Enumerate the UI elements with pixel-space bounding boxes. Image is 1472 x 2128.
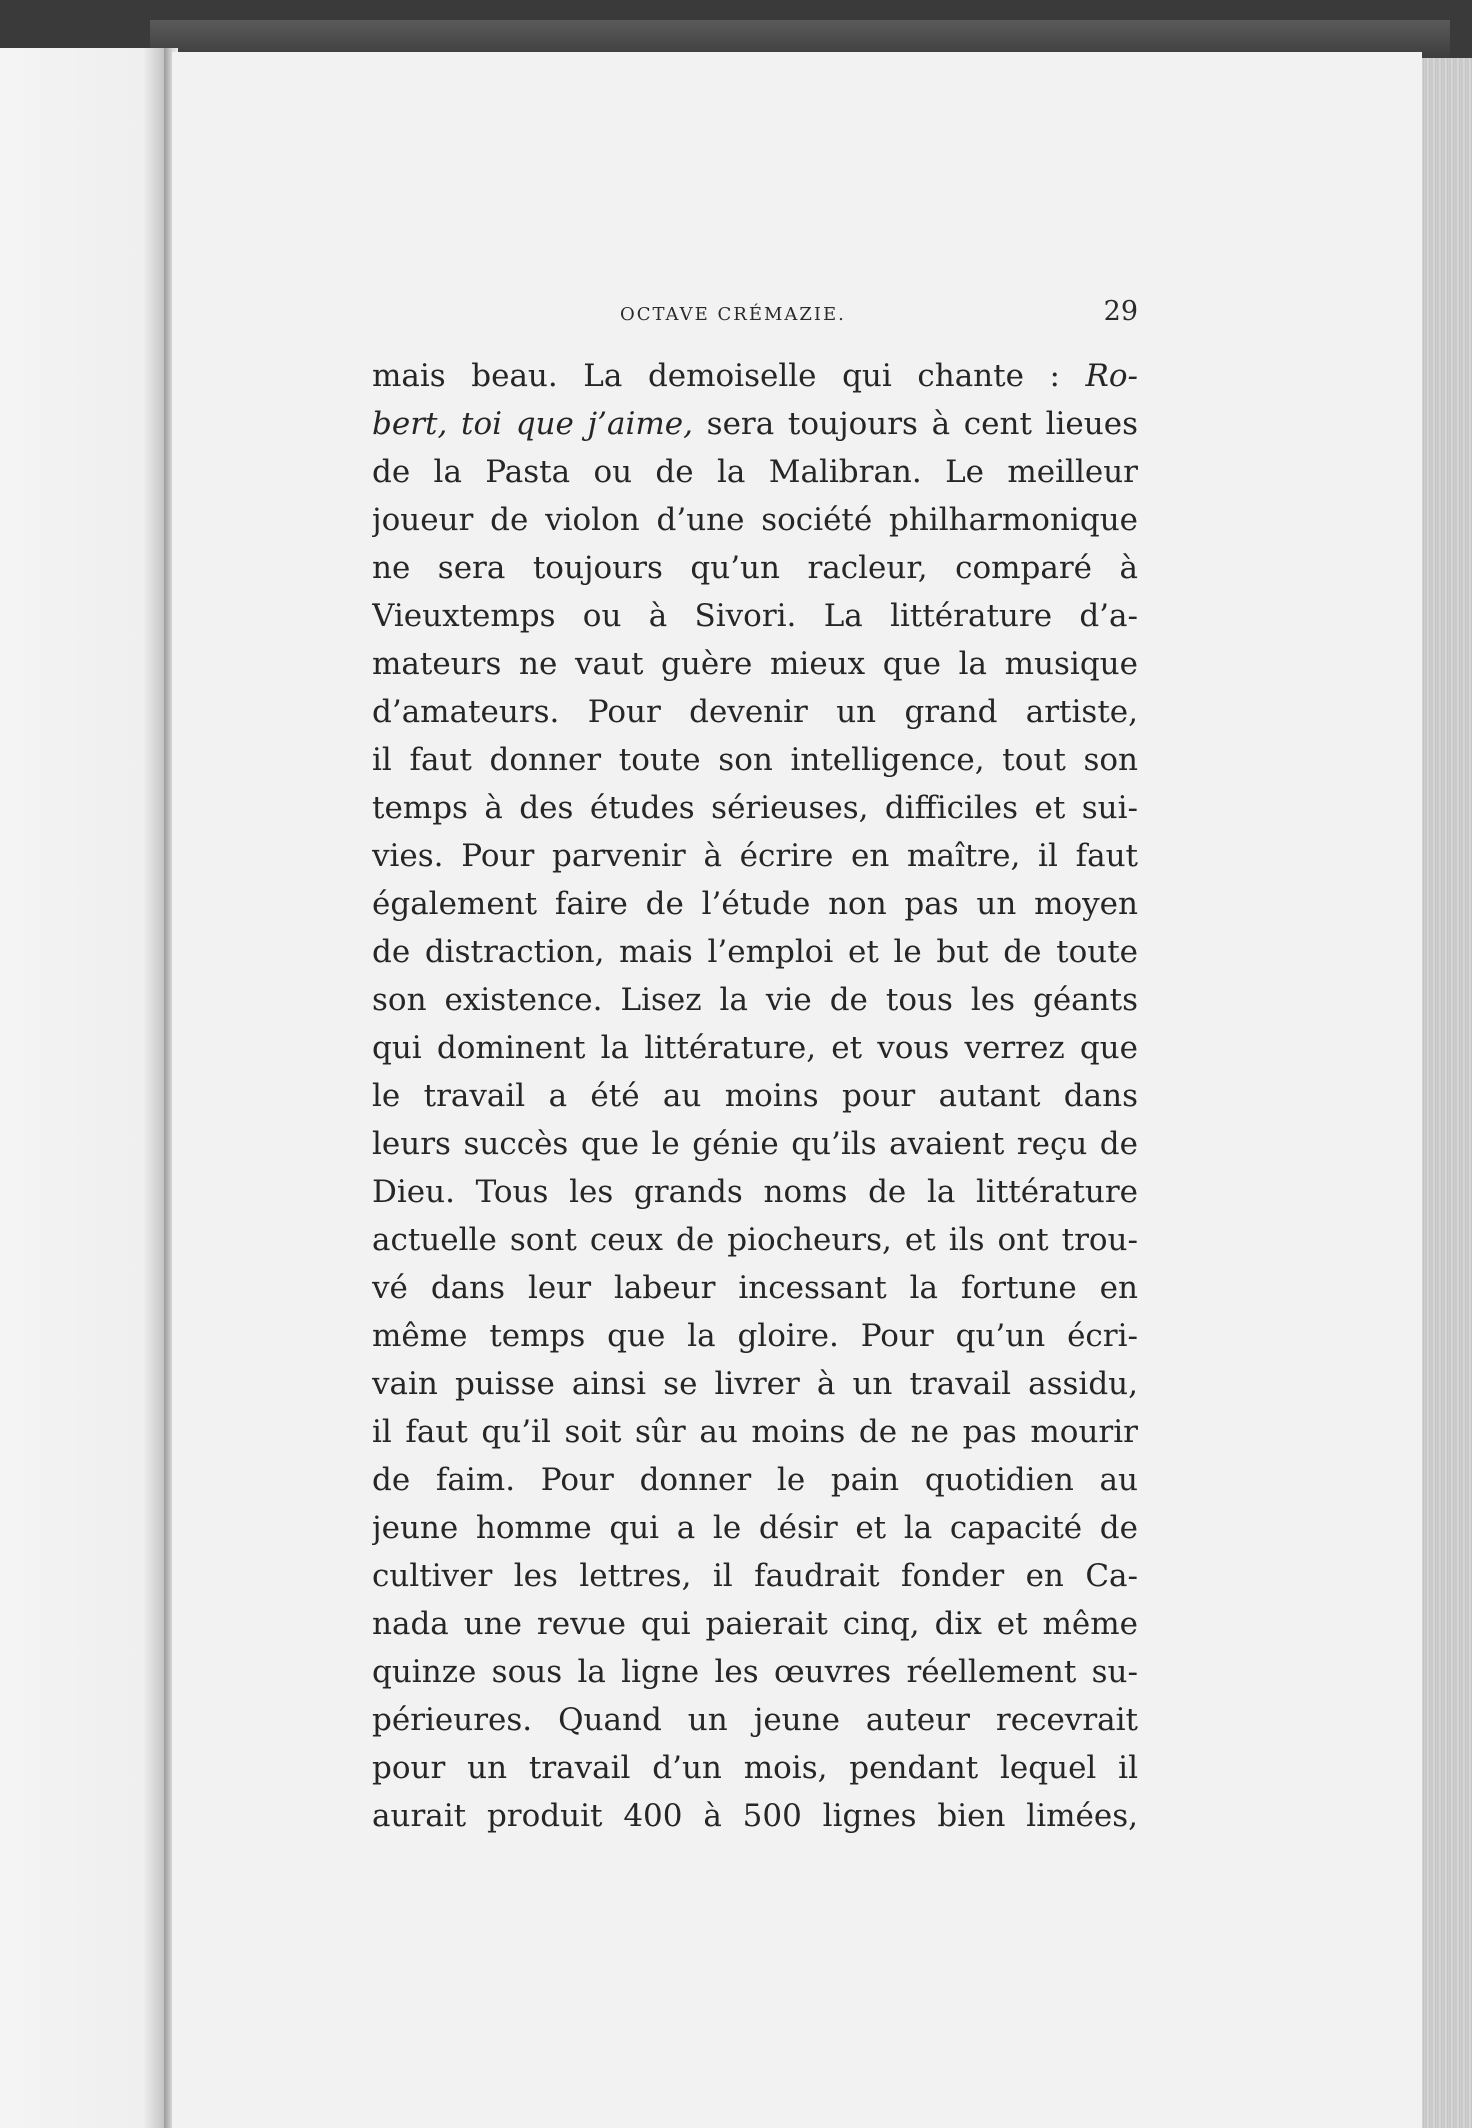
running-head: [372, 296, 1138, 336]
text-line: ne sera toujours qu’un racleur, comparé à: [372, 550, 1138, 586]
text-line: le travail a été au moins pour autant dans: [372, 1078, 1138, 1114]
text-line: cultiver les lettres, il faudrait fonder en Ca-: [372, 1558, 1138, 1594]
text-line: de faim. Pour donner le pain quotidien au: [372, 1462, 1138, 1498]
running-title: OCTAVE CRÉMAZIE.: [620, 304, 846, 325]
italic-span: Ro-: [1085, 358, 1138, 394]
italic-span: bert, toi que j’aime,: [372, 406, 693, 442]
text-line: Dieu. Tous les grands noms de la littérature: [372, 1174, 1138, 1210]
text-line: actuelle sont ceux de piocheurs, et ils ont trou-: [372, 1222, 1138, 1258]
text-line: périeures. Quand un jeune auteur recevrait: [372, 1702, 1138, 1738]
text-span: mais beau. La demoiselle qui chante :: [372, 358, 1086, 394]
text-line: aurait produit 400 à 500 lignes bien limées,: [372, 1798, 1138, 1834]
body-text: [372, 352, 1138, 1840]
text-line: quinze sous la ligne les œuvres réellement su-: [372, 1654, 1138, 1690]
text-line: il faut donner toute son intelligence, tout son: [372, 742, 1138, 778]
text-line: de la Pasta ou de la Malibran. Le meilleur: [372, 454, 1138, 490]
text-line: il faut qu’il soit sûr au moins de ne pas mourir: [372, 1414, 1138, 1450]
text-line: [372, 400, 1138, 448]
left-page-margin: [0, 48, 168, 2128]
page-number: 29: [1103, 296, 1138, 327]
text-line: également faire de l’étude non pas un moyen: [372, 886, 1138, 922]
text-line: qui dominent la littérature, et vous verrez que: [372, 1030, 1138, 1066]
text-line: même temps que la gloire. Pour qu’un écri-: [372, 1318, 1138, 1354]
text-line: temps à des études sérieuses, difficiles et sui-: [372, 790, 1138, 826]
text-line: pour un travail d’un mois, pendant lequel il: [372, 1750, 1138, 1786]
text-line: vain puisse ainsi se livrer à un travail assidu,: [372, 1366, 1138, 1402]
text-line: de distraction, mais l’emploi et le but de toute: [372, 934, 1138, 970]
text-line: joueur de violon d’une société philharmonique: [372, 502, 1138, 538]
text-line: vé dans leur labeur incessant la fortune en: [372, 1270, 1138, 1306]
text-line: mateurs ne vaut guère mieux que la musique: [372, 646, 1138, 682]
text-line: leurs succès que le génie qu’ils avaient reçu de: [372, 1126, 1138, 1162]
page-edges: [1418, 58, 1472, 2128]
text-line: d’amateurs. Pour devenir un grand artiste,: [372, 694, 1138, 730]
text-line: nada une revue qui paierait cinq, dix et même: [372, 1606, 1138, 1642]
text-line: Vieuxtemps ou à Sivori. La littérature d’a-: [372, 598, 1138, 634]
text-span: sera toujours à cent lieues: [693, 406, 1138, 442]
text-line: son existence. Lisez la vie de tous les géants: [372, 982, 1138, 1018]
text-line: [372, 352, 1138, 400]
text-line: jeune homme qui a le désir et la capacité de: [372, 1510, 1138, 1546]
text-line: vies. Pour parvenir à écrire en maître, il faut: [372, 838, 1138, 874]
